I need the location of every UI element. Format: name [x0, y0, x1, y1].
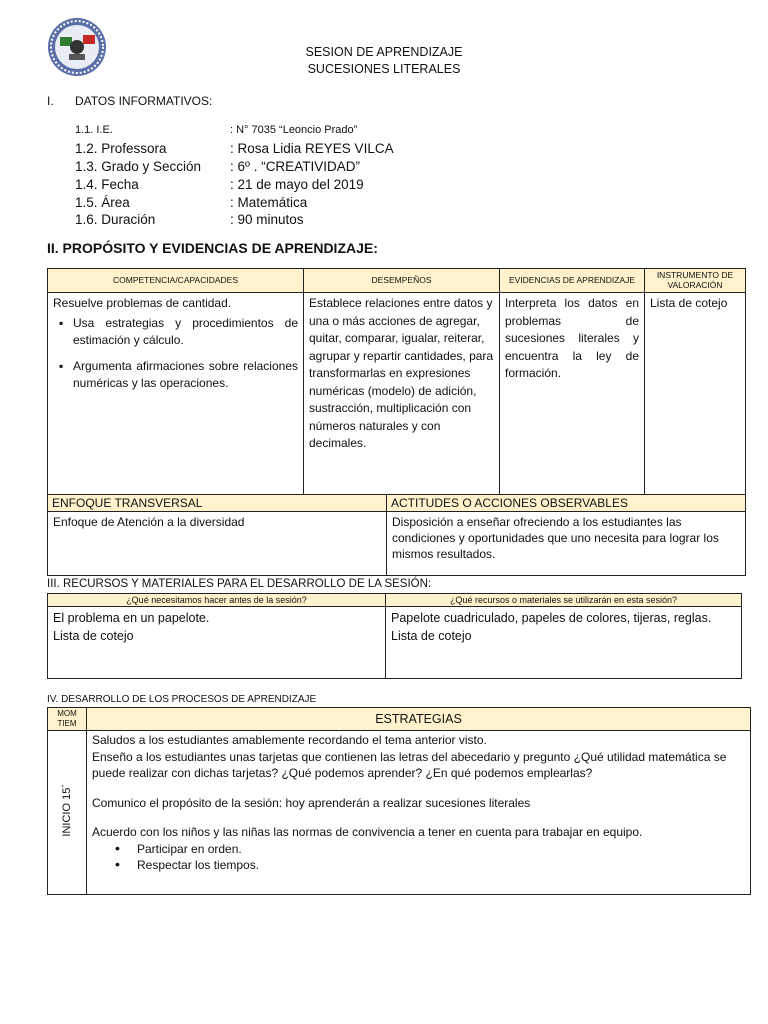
moment-label: INICIO 15´ — [61, 783, 73, 837]
document-title: SESION DE APRENDIZAJE — [305, 45, 463, 59]
desempenos-cell: Establece relaciones entre datos y una o más acciones de agregar, quitar, comparar, igualar, reiterar, agrupar y repartir cantidades, para transformarlas en expresiones numéricas (modelo) de adición, sustracción, multiplicación con números naturales y con decimales. — [304, 293, 500, 496]
moment-header-line1: MOM — [57, 709, 77, 718]
agreement-text: Acuerdo con los niños y las niñas las normas de convivencia a tener en cuenta para trabajar en equipo. — [92, 825, 643, 839]
document-subtitle: SUCESIONES LITERALES — [307, 62, 461, 76]
resources-table — [47, 593, 742, 679]
list-item: • Respectar los tiempos. — [137, 857, 745, 874]
list-item: ▪ Usa estrategias y procedimientos de estimación y cálculo. — [73, 315, 298, 350]
norms-list — [92, 841, 745, 874]
info-label: 1.1. I.E. — [75, 124, 113, 136]
info-value: : Rosa Lidia REYES VILCA — [230, 141, 394, 156]
info-label: 1.3. Grado y Sección — [75, 159, 202, 174]
process-table — [47, 707, 751, 895]
resource-item: El problema en un papelote. — [53, 611, 210, 626]
purpose-table — [47, 268, 746, 496]
info-label: 1.5. Área — [75, 195, 130, 210]
col-header-evidencias: EVIDENCIAS DE APRENDIZAJE — [500, 269, 645, 293]
resources-before-cell — [48, 607, 386, 679]
resources-materials-header: ¿Qué recursos o materiales se utilizarán en esta sesión? — [386, 594, 742, 607]
info-label: 1.6. Duración — [75, 212, 156, 227]
info-label: 1.4. Fecha — [75, 177, 139, 192]
col-header-desempenos: DESEMPEÑOS — [304, 269, 500, 293]
capacidades-list — [53, 315, 298, 393]
enfoque-cell: Enfoque de Atención a la diversidad — [48, 512, 387, 576]
purpose-text: hoy aprenderán a realizar sucesiones literales — [282, 795, 531, 810]
moment-header-line2: TIEM — [57, 719, 77, 728]
col-header-instrumento: INSTRUMENTO DE VALORACIÓN — [645, 269, 746, 293]
resources-materials-cell — [386, 607, 742, 679]
info-value: : 90 minutos — [230, 212, 304, 227]
list-item: ▪ Argumenta afirmaciones sobre relaciones numéricas y las operaciones. — [73, 358, 298, 393]
col-header-competencia: COMPETENCIA/CAPACIDADES — [48, 269, 304, 293]
moment-time-header — [48, 708, 87, 731]
materials-text: Papelote cuadriculado, papeles de colores, tijeras, reglas. — [391, 611, 712, 626]
strategies-cell — [87, 731, 751, 895]
actitudes-cell: Disposición a enseñar ofreciendo a los estudiantes las condiciones y oportunidades que uno necesita para lograr los mismos resultados. — [387, 512, 746, 576]
section1-number: I. — [47, 94, 54, 108]
purpose-label: Comunico el propósito de la sesión: — [92, 795, 283, 810]
info-value: : Matemática — [230, 195, 308, 210]
list-item: • Participar en orden. — [137, 841, 745, 858]
resources-before-header: ¿Qué necesitamos hacer antes de la sesión? — [48, 594, 386, 607]
competencia-cell — [48, 293, 304, 496]
section4-heading: IV. DESARROLLO DE LOS PROCESOS DE APRENDIZAJE — [47, 694, 317, 705]
instrumento-cell: Lista de cotejo — [645, 293, 746, 496]
section2-heading: II. PROPÓSITO Y EVIDENCIAS DE APRENDIZAJE: — [47, 240, 378, 256]
enfoque-header: ENFOQUE TRANSVERSAL — [48, 495, 387, 512]
materials-item: Lista de cotejo — [391, 629, 472, 644]
info-value: : 21 de mayo del 2019 — [230, 177, 364, 192]
purpose-statement — [92, 795, 745, 812]
section1-heading: DATOS INFORMATIVOS: — [75, 94, 213, 108]
resource-item: Lista de cotejo — [53, 629, 134, 644]
strategy-question: Enseño a los estudiantes unas tarjetas que contienen las letras del abecedario y pregunto ¿Qué utilidad matemática se puede realizar con dichas tarjetas? ¿Qué podemos aprender? ¿En qué podemos emplearlas? — [92, 749, 727, 780]
section3-heading: III. RECURSOS Y MATERIALES PARA EL DESARROLLO DE LA SESIÓN: — [47, 578, 432, 590]
competencia-title: Resuelve problemas de cantidad. — [53, 296, 232, 310]
info-value: : N° 7035 “Leoncio Prado” — [230, 124, 358, 136]
moment-cell — [48, 731, 87, 895]
actitudes-header: ACTITUDES O ACCIONES OBSERVABLES — [387, 495, 746, 512]
info-value: : 6º . “CREATIVIDAD” — [230, 159, 360, 174]
evidencias-cell: Interpreta los datos en problemas de sucesiones literales y encuentra la ley de formación. — [500, 293, 645, 496]
strategy-greeting: Saludos a los estudiantes amablemente recordando el tema anterior visto. — [92, 733, 487, 747]
strategies-header: ESTRATEGIAS — [87, 708, 751, 731]
info-label: 1.2. Professora — [75, 141, 167, 156]
enfoque-table — [47, 494, 746, 576]
